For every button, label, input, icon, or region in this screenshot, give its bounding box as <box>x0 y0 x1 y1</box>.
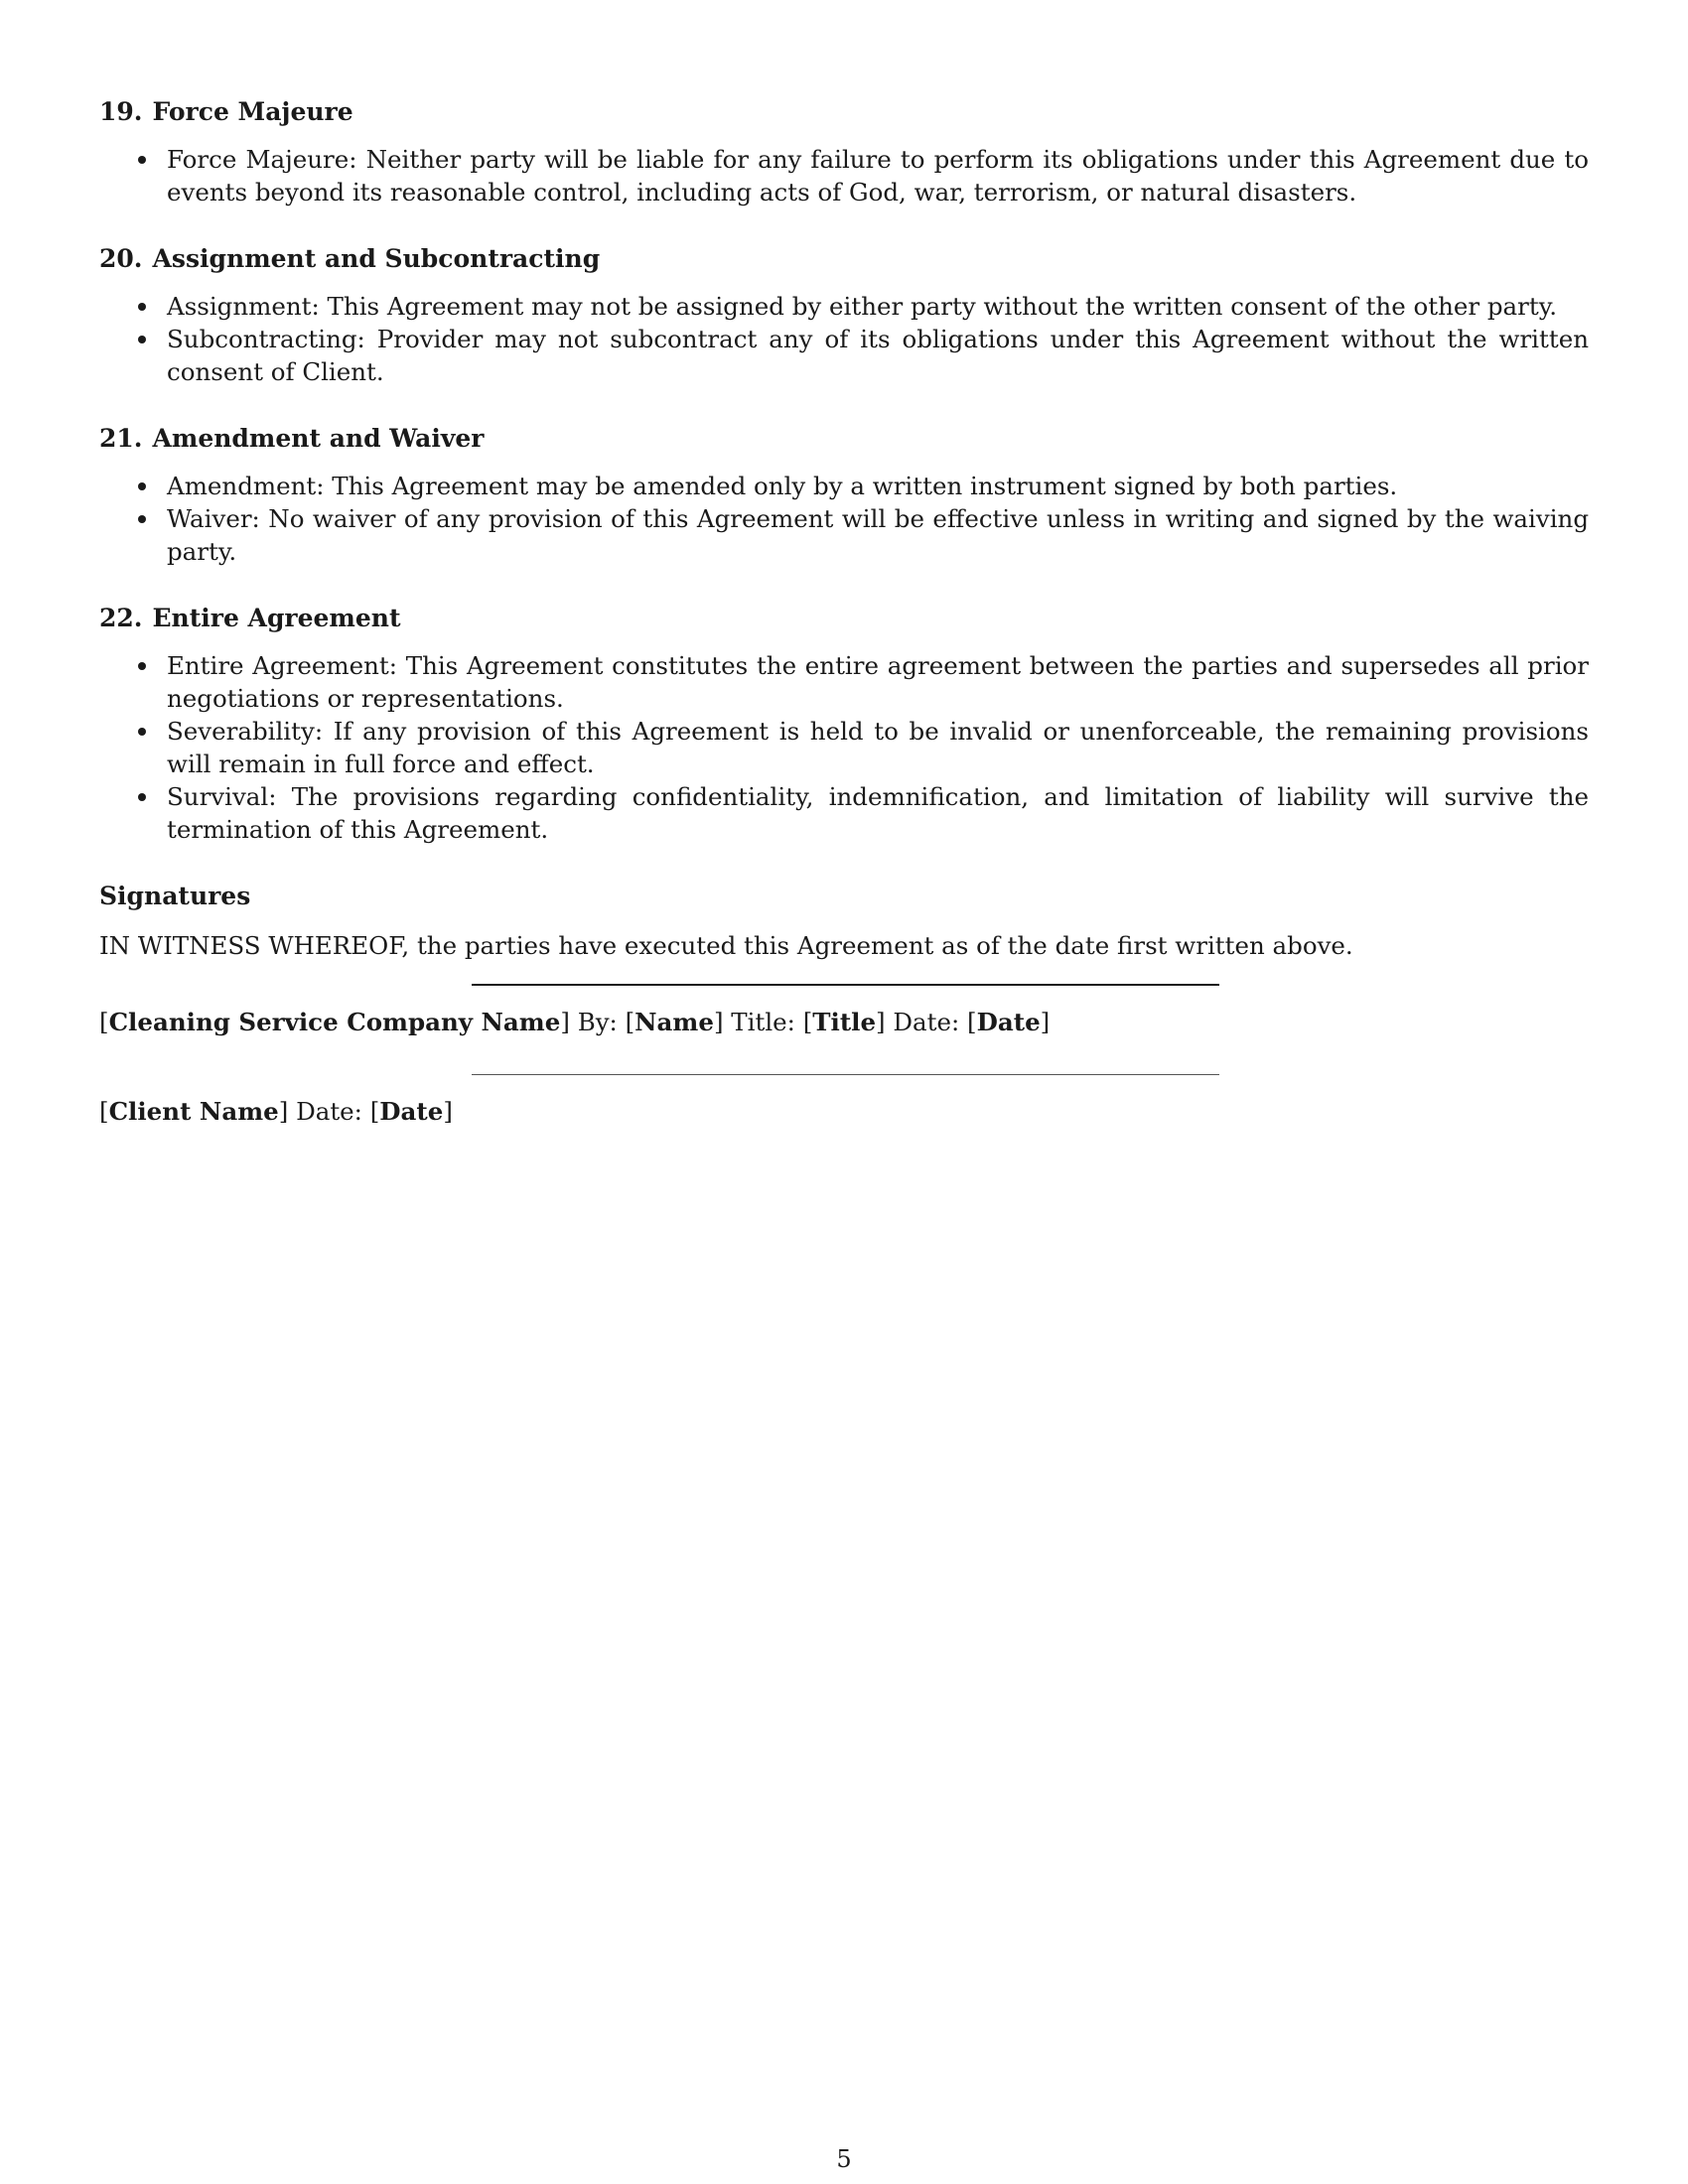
list-item <box>99 780 1589 846</box>
section-amendment-waiver <box>99 422 1589 568</box>
client-signature-block: [Client Name] Date: [Date] <box>99 1097 453 1126</box>
bullet-icon <box>138 156 146 164</box>
list-item-text: Assignment: This Agreement may not be assigned by either party without the written consent of the other party. <box>167 292 1558 321</box>
list-item-text: Force Majeure: Neither party will be liable for any failure to perform its obligations under this Agreement due to events beyond its reasonable control, including acts of God, war, terrorism, or natural disasters. <box>167 145 1589 206</box>
page-number: 5 <box>836 2145 852 2173</box>
list-item <box>99 470 1589 502</box>
section-title: Amendment and Waiver <box>152 424 485 453</box>
signer-name-placeholder: Name <box>634 1008 714 1036</box>
list-item <box>99 502 1589 568</box>
date-label: Date: <box>893 1008 960 1036</box>
list-item-text: Survival: The provisions regarding confidentiality, indemnification, and limitation of liability will survive the termination of this Agreement. <box>167 782 1589 844</box>
section-entire-agreement <box>99 602 1589 846</box>
bullet-list <box>99 470 1589 568</box>
list-item-text: Entire Agreement: This Agreement constitutes the entire agreement between the parties and supersedes all prior negotiations or representations. <box>167 651 1589 713</box>
signer-title-placeholder: Title <box>812 1008 877 1036</box>
section-title: Assignment and Subcontracting <box>152 244 601 273</box>
bullet-icon <box>138 662 146 670</box>
section-assignment-subcontracting <box>99 242 1589 388</box>
section-heading <box>99 602 1589 635</box>
provider-signature-line <box>472 984 1219 986</box>
bullet-icon <box>138 303 146 311</box>
list-item <box>99 649 1589 715</box>
section-number: 19. <box>99 97 143 126</box>
section-title: Entire Agreement <box>152 604 401 632</box>
section-heading <box>99 242 1589 276</box>
signatures-heading: Signatures <box>99 882 251 910</box>
list-item <box>99 323 1589 388</box>
bullet-list <box>99 143 1589 208</box>
list-item <box>99 143 1589 208</box>
date-label: Date: <box>296 1097 362 1126</box>
company-name-placeholder: Cleaning Service Company Name <box>108 1008 561 1036</box>
client-name-placeholder: Client Name <box>108 1097 279 1126</box>
by-label: By: <box>577 1008 618 1036</box>
provider-signature-block: [Cleaning Service Company Name] By: [Name] Title: [Title] Date: [Date] <box>99 1008 1051 1036</box>
bullet-icon <box>138 515 146 523</box>
client-signature-line <box>472 1074 1219 1075</box>
section-number: 20. <box>99 244 143 273</box>
title-label: Title: <box>731 1008 795 1036</box>
date-placeholder: Date <box>976 1008 1041 1036</box>
list-item <box>99 715 1589 780</box>
section-heading <box>99 422 1589 456</box>
section-number: 21. <box>99 424 143 453</box>
section-number: 22. <box>99 604 143 632</box>
bullet-icon <box>138 336 146 343</box>
section-force-majeure <box>99 95 1589 208</box>
list-item-text: Waiver: No waiver of any provision of this Agreement will be effective unless in writing and signed by the waiving party. <box>167 504 1589 566</box>
date-placeholder: Date <box>379 1097 444 1126</box>
document-page <box>99 95 1589 1163</box>
bullet-icon <box>138 793 146 801</box>
list-item <box>99 290 1589 323</box>
bullet-list <box>99 290 1589 388</box>
witness-statement: IN WITNESS WHEREOF, the parties have executed this Agreement as of the date first written above. <box>99 931 1353 960</box>
list-item-text: Amendment: This Agreement may be amended only by a written instrument signed by both parties. <box>167 472 1398 500</box>
section-title: Force Majeure <box>152 97 353 126</box>
bullet-icon <box>138 728 146 736</box>
list-item-text: Severability: If any provision of this Agreement is held to be invalid or unenforceable, the remaining provisions will remain in full force and effect. <box>167 717 1589 778</box>
section-heading <box>99 95 1589 129</box>
list-item-text: Subcontracting: Provider may not subcontract any of its obligations under this Agreement without the written consent of Client. <box>167 325 1589 386</box>
bullet-icon <box>138 482 146 490</box>
bullet-list <box>99 649 1589 846</box>
signatures-section <box>99 880 1589 1128</box>
